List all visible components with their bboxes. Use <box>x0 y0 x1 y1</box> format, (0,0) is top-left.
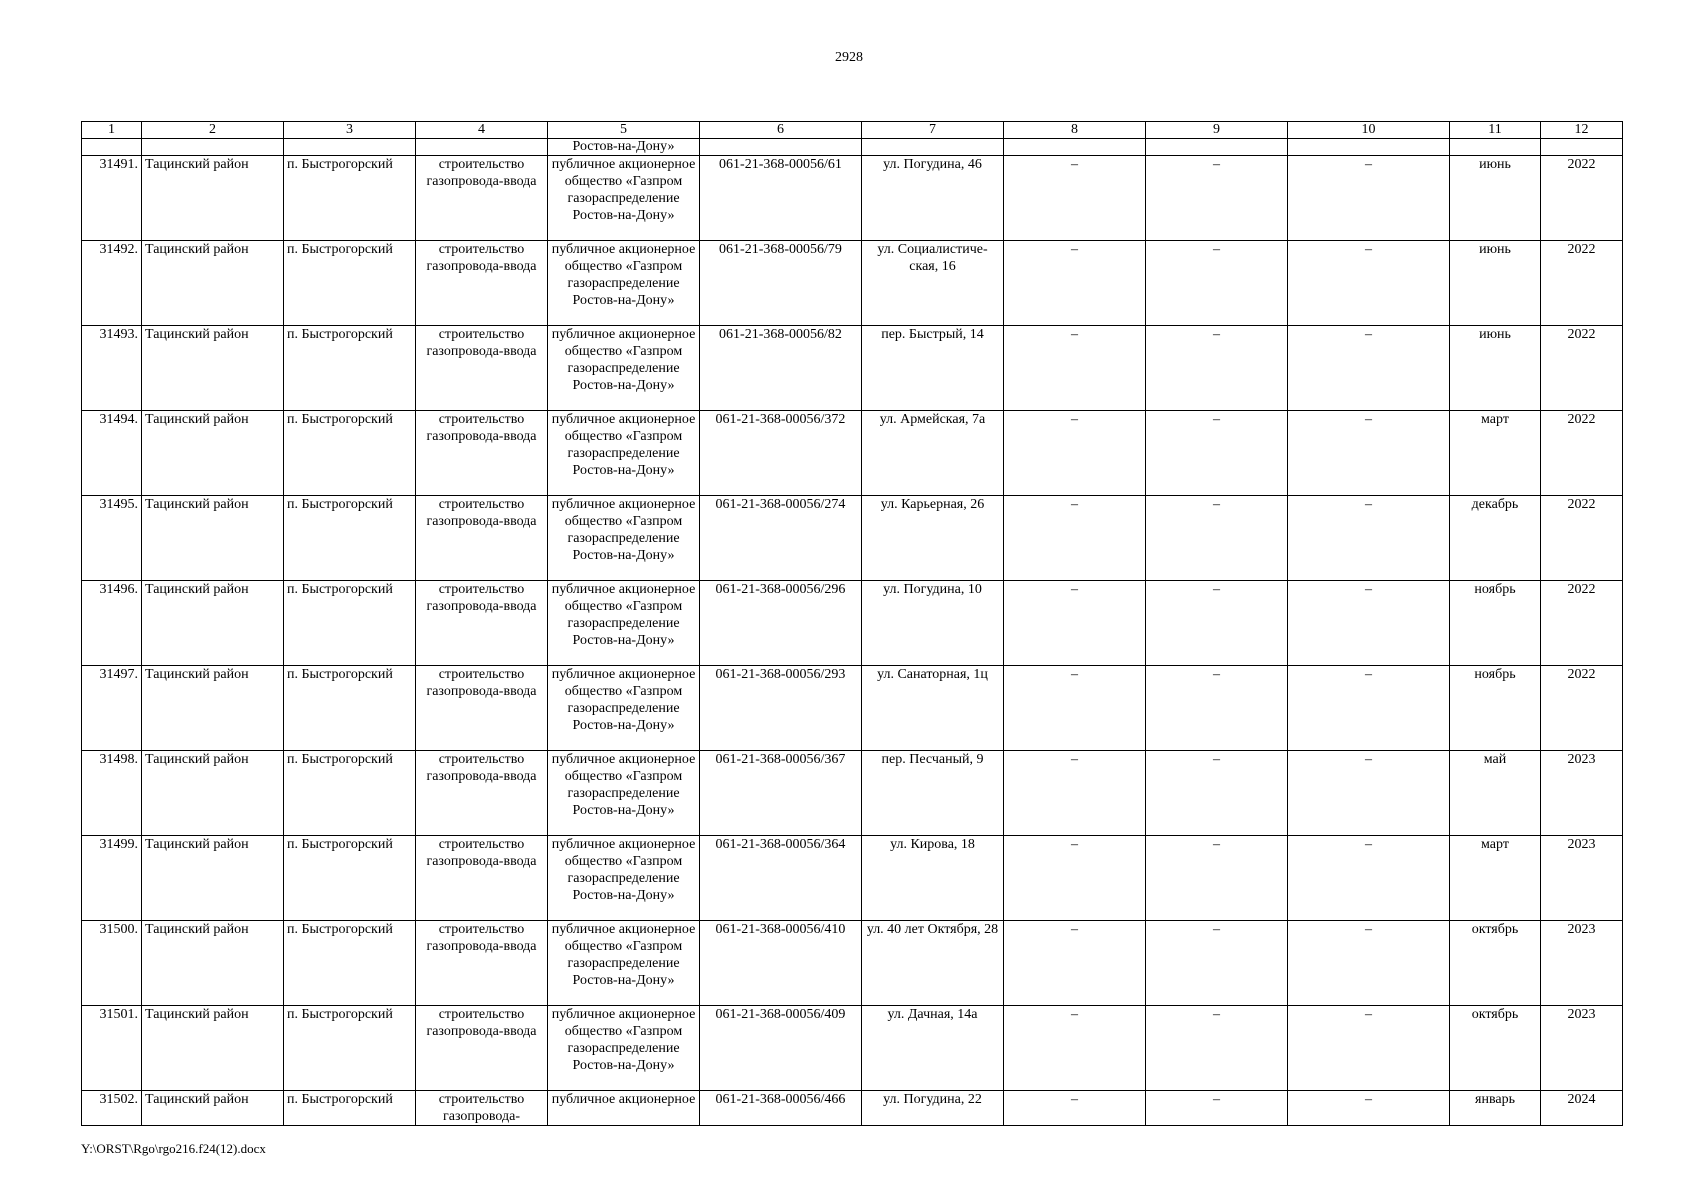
table-row <box>82 1091 1623 1126</box>
column-9-value: – <box>1146 411 1288 496</box>
column-10-value: – <box>1288 1006 1450 1091</box>
settlement: п. Быстрогорский <box>284 156 416 241</box>
district: Тацинский район <box>142 411 284 496</box>
column-8-value: – <box>1004 326 1146 411</box>
year: 2022 <box>1541 411 1623 496</box>
column-number: 5 <box>548 122 700 139</box>
district: Тацинский район <box>142 836 284 921</box>
work-type: строительство газопровода-ввода <box>416 666 548 751</box>
month: июнь <box>1450 156 1541 241</box>
column-number: 3 <box>284 122 416 139</box>
month: октябрь <box>1450 921 1541 1006</box>
row-number: 31495. <box>82 496 142 581</box>
column-9-value: – <box>1146 751 1288 836</box>
column-8-value: – <box>1004 581 1146 666</box>
year: 2022 <box>1541 156 1623 241</box>
cell <box>862 139 1004 156</box>
month: ноябрь <box>1450 581 1541 666</box>
table-row <box>82 581 1623 666</box>
table-row <box>82 156 1623 241</box>
organization: публичное акционерное общество «Газпром газораспределение Ростов-на-Дону» <box>548 496 700 581</box>
table-row <box>82 326 1623 411</box>
registry-code: 061-21-368-00056/61 <box>700 156 862 241</box>
cell <box>1450 139 1541 156</box>
cell <box>142 139 284 156</box>
registry-code: 061-21-368-00056/296 <box>700 581 862 666</box>
column-10-value: – <box>1288 156 1450 241</box>
column-8-value: – <box>1004 156 1146 241</box>
row-number: 31499. <box>82 836 142 921</box>
month: июнь <box>1450 326 1541 411</box>
address: ул. Социалистиче-ская, 16 <box>862 241 1004 326</box>
month: январь <box>1450 1091 1541 1126</box>
column-8-value: – <box>1004 1006 1146 1091</box>
column-number: 8 <box>1004 122 1146 139</box>
table-row <box>82 1006 1623 1091</box>
row-number: 31491. <box>82 156 142 241</box>
address: ул. Погудина, 22 <box>862 1091 1004 1126</box>
table-row <box>82 836 1623 921</box>
column-number-row <box>82 122 1623 139</box>
cell <box>416 139 548 156</box>
row-number: 31492. <box>82 241 142 326</box>
continuation-row <box>82 139 1623 156</box>
address: ул. Карьерная, 26 <box>862 496 1004 581</box>
column-number: 11 <box>1450 122 1541 139</box>
district: Тацинский район <box>142 326 284 411</box>
district: Тацинский район <box>142 751 284 836</box>
column-9-value: – <box>1146 921 1288 1006</box>
column-8-value: – <box>1004 1091 1146 1126</box>
work-type: строительство газопровода-ввода <box>416 156 548 241</box>
table-row <box>82 496 1623 581</box>
month: октябрь <box>1450 1006 1541 1091</box>
row-number: 31502. <box>82 1091 142 1126</box>
address: ул. Дачная, 14а <box>862 1006 1004 1091</box>
column-10-value: – <box>1288 581 1450 666</box>
settlement: п. Быстрогорский <box>284 241 416 326</box>
district: Тацинский район <box>142 921 284 1006</box>
column-8-value: – <box>1004 836 1146 921</box>
column-9-value: – <box>1146 666 1288 751</box>
column-9-value: – <box>1146 496 1288 581</box>
column-10-value: – <box>1288 1091 1450 1126</box>
district: Тацинский район <box>142 666 284 751</box>
district: Тацинский район <box>142 241 284 326</box>
year: 2022 <box>1541 496 1623 581</box>
year: 2022 <box>1541 581 1623 666</box>
cell <box>1004 139 1146 156</box>
month: май <box>1450 751 1541 836</box>
column-number: 6 <box>700 122 862 139</box>
settlement: п. Быстрогорский <box>284 921 416 1006</box>
column-10-value: – <box>1288 411 1450 496</box>
work-type: строительство газопровода-ввода <box>416 496 548 581</box>
district: Тацинский район <box>142 156 284 241</box>
address: ул. Погудина, 46 <box>862 156 1004 241</box>
row-number: 31497. <box>82 666 142 751</box>
column-9-value: – <box>1146 326 1288 411</box>
settlement: п. Быстрогорский <box>284 836 416 921</box>
registry-code: 061-21-368-00056/274 <box>700 496 862 581</box>
table-row <box>82 241 1623 326</box>
month: ноябрь <box>1450 666 1541 751</box>
footer-file-path: Y:\ORST\Rgo\rgo216.f24(12).docx <box>81 1141 266 1156</box>
column-8-value: – <box>1004 666 1146 751</box>
column-number: 4 <box>416 122 548 139</box>
organization: публичное акционерное общество «Газпром газораспределение Ростов-на-Дону» <box>548 411 700 496</box>
organization: публичное акционерное общество «Газпром газораспределение Ростов-на-Дону» <box>548 836 700 921</box>
column-8-value: – <box>1004 411 1146 496</box>
table-row <box>82 921 1623 1006</box>
column-9-value: – <box>1146 836 1288 921</box>
row-number: 31500. <box>82 921 142 1006</box>
continuation-cell: Ростов-на-Дону» <box>548 139 700 156</box>
district: Тацинский район <box>142 581 284 666</box>
year: 2023 <box>1541 836 1623 921</box>
column-10-value: – <box>1288 751 1450 836</box>
column-9-value: – <box>1146 1091 1288 1126</box>
cell <box>1541 139 1623 156</box>
column-number: 10 <box>1288 122 1450 139</box>
registry-code: 061-21-368-00056/367 <box>700 751 862 836</box>
row-number: 31494. <box>82 411 142 496</box>
registry-code: 061-21-368-00056/82 <box>700 326 862 411</box>
registry-code: 061-21-368-00056/410 <box>700 921 862 1006</box>
organization: публичное акционерное общество «Газпром газораспределение Ростов-на-Дону» <box>548 751 700 836</box>
settlement: п. Быстрогорский <box>284 326 416 411</box>
address: ул. Санаторная, 1ц <box>862 666 1004 751</box>
work-type: строительство газопровода-ввода <box>416 581 548 666</box>
row-number: 31498. <box>82 751 142 836</box>
column-8-value: – <box>1004 751 1146 836</box>
cell <box>700 139 862 156</box>
column-9-value: – <box>1146 1006 1288 1091</box>
registry-code: 061-21-368-00056/372 <box>700 411 862 496</box>
table-row <box>82 751 1623 836</box>
settlement: п. Быстрогорский <box>284 666 416 751</box>
registry-code: 061-21-368-00056/409 <box>700 1006 862 1091</box>
district: Тацинский район <box>142 496 284 581</box>
organization: публичное акционерное общество «Газпром газораспределение Ростов-на-Дону» <box>548 156 700 241</box>
settlement: п. Быстрогорский <box>284 496 416 581</box>
registry-code: 061-21-368-00056/293 <box>700 666 862 751</box>
table-row <box>82 666 1623 751</box>
organization: публичное акционерное общество «Газпром газораспределение Ростов-на-Дону» <box>548 326 700 411</box>
year: 2022 <box>1541 326 1623 411</box>
month: декабрь <box>1450 496 1541 581</box>
column-8-value: – <box>1004 241 1146 326</box>
settlement: п. Быстрогорский <box>284 411 416 496</box>
page-number: 2928 <box>835 50 863 65</box>
column-number: 1 <box>82 122 142 139</box>
registry-code: 061-21-368-00056/364 <box>700 836 862 921</box>
work-type: строительство газопровода- <box>416 1091 548 1126</box>
work-type: строительство газопровода-ввода <box>416 751 548 836</box>
work-type: строительство газопровода-ввода <box>416 241 548 326</box>
settlement: п. Быстрогорский <box>284 1091 416 1126</box>
month: март <box>1450 411 1541 496</box>
year: 2023 <box>1541 1006 1623 1091</box>
work-type: строительство газопровода-ввода <box>416 836 548 921</box>
data-table <box>81 121 1623 1126</box>
column-10-value: – <box>1288 666 1450 751</box>
district: Тацинский район <box>142 1091 284 1126</box>
column-9-value: – <box>1146 581 1288 666</box>
column-number: 2 <box>142 122 284 139</box>
table-row <box>82 411 1623 496</box>
district: Тацинский район <box>142 1006 284 1091</box>
cell <box>284 139 416 156</box>
address: пер. Песчаный, 9 <box>862 751 1004 836</box>
registry-code: 061-21-368-00056/466 <box>700 1091 862 1126</box>
column-number: 7 <box>862 122 1004 139</box>
organization: публичное акционерное <box>548 1091 700 1126</box>
organization: публичное акционерное общество «Газпром газораспределение Ростов-на-Дону» <box>548 666 700 751</box>
year: 2022 <box>1541 241 1623 326</box>
organization: публичное акционерное общество «Газпром газораспределение Ростов-на-Дону» <box>548 241 700 326</box>
column-10-value: – <box>1288 326 1450 411</box>
column-10-value: – <box>1288 241 1450 326</box>
row-number: 31501. <box>82 1006 142 1091</box>
column-number: 12 <box>1541 122 1623 139</box>
organization: публичное акционерное общество «Газпром газораспределение Ростов-на-Дону» <box>548 1006 700 1091</box>
work-type: строительство газопровода-ввода <box>416 326 548 411</box>
organization: публичное акционерное общество «Газпром газораспределение Ростов-на-Дону» <box>548 581 700 666</box>
table-body <box>82 122 1623 1126</box>
settlement: п. Быстрогорский <box>284 751 416 836</box>
column-9-value: – <box>1146 156 1288 241</box>
column-10-value: – <box>1288 496 1450 581</box>
year: 2023 <box>1541 751 1623 836</box>
work-type: строительство газопровода-ввода <box>416 1006 548 1091</box>
registry-code: 061-21-368-00056/79 <box>700 241 862 326</box>
month: июнь <box>1450 241 1541 326</box>
address: ул. Погудина, 10 <box>862 581 1004 666</box>
settlement: п. Быстрогорский <box>284 581 416 666</box>
work-type: строительство газопровода-ввода <box>416 411 548 496</box>
cell <box>1146 139 1288 156</box>
address: ул. Армейская, 7а <box>862 411 1004 496</box>
column-9-value: – <box>1146 241 1288 326</box>
month: март <box>1450 836 1541 921</box>
row-number: 31493. <box>82 326 142 411</box>
work-type: строительство газопровода-ввода <box>416 921 548 1006</box>
row-number: 31496. <box>82 581 142 666</box>
cell <box>1288 139 1450 156</box>
organization: публичное акционерное общество «Газпром газораспределение Ростов-на-Дону» <box>548 921 700 1006</box>
address: ул. Кирова, 18 <box>862 836 1004 921</box>
column-8-value: – <box>1004 496 1146 581</box>
year: 2024 <box>1541 1091 1623 1126</box>
year: 2022 <box>1541 666 1623 751</box>
cell <box>82 139 142 156</box>
address: пер. Быстрый, 14 <box>862 326 1004 411</box>
settlement: п. Быстрогорский <box>284 1006 416 1091</box>
address: ул. 40 лет Октября, 28 <box>862 921 1004 1006</box>
year: 2023 <box>1541 921 1623 1006</box>
column-8-value: – <box>1004 921 1146 1006</box>
column-10-value: – <box>1288 921 1450 1006</box>
column-number: 9 <box>1146 122 1288 139</box>
column-10-value: – <box>1288 836 1450 921</box>
